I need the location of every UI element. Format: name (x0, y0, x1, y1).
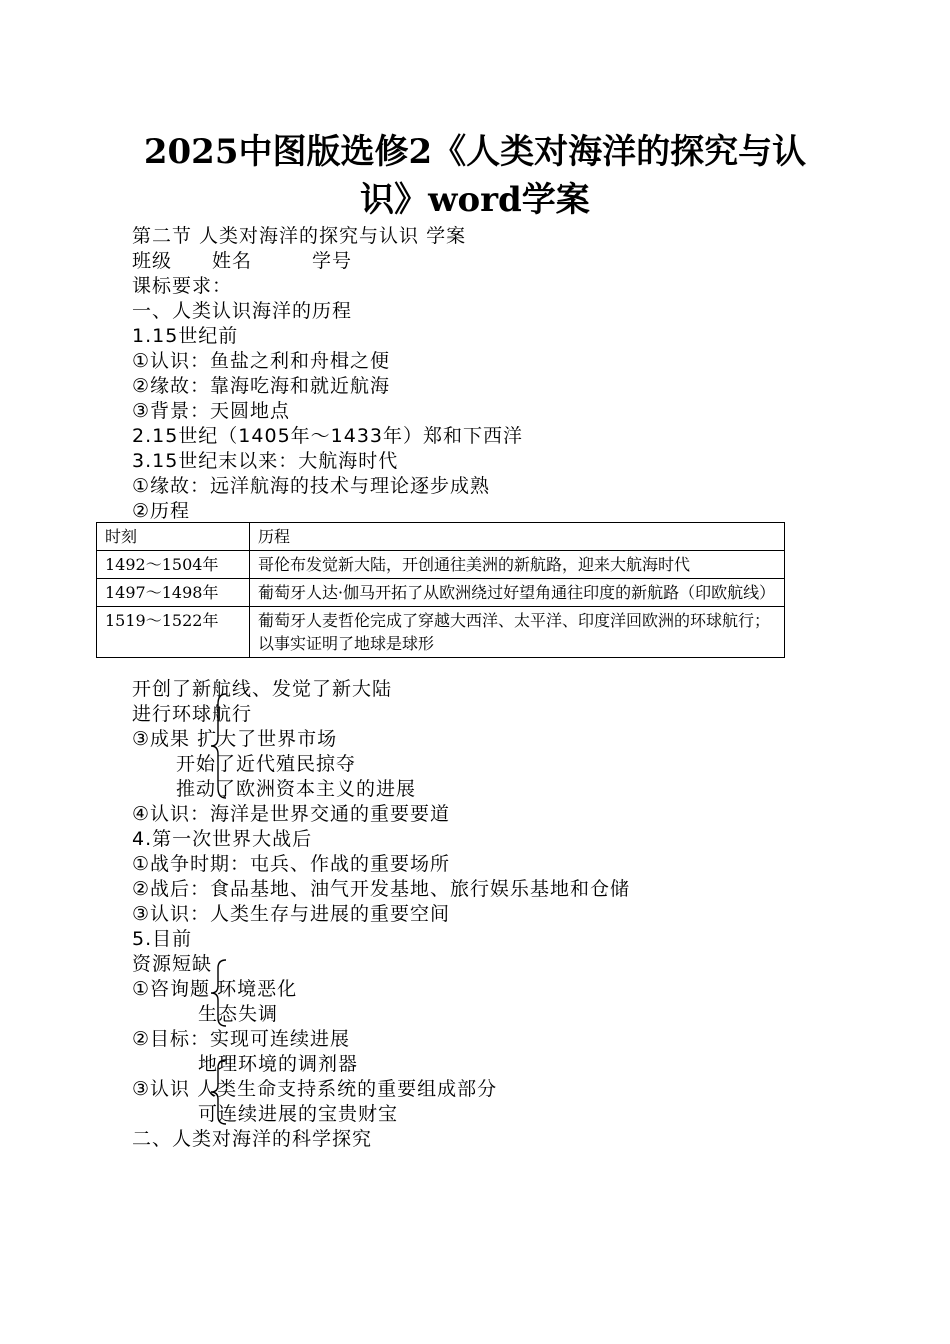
history-table (96, 522, 785, 658)
text-line: ②历程 (132, 500, 191, 522)
student-info-fields: 班级 姓名 学号 (132, 250, 353, 272)
text-line: 开创了新航线、发觉了新大陆 (132, 678, 393, 700)
text-line: ①咨询题 环境恶化 (132, 978, 298, 1000)
part-two-heading: 二、人类对海洋的科学探究 (132, 1128, 373, 1150)
text-line: 地理环境的调剂器 (198, 1053, 359, 1075)
text-line: ②战后：食品基地、油气开发基地、旅行娱乐基地和仓储 (132, 878, 631, 900)
table-header-cell: 历程 (250, 523, 785, 551)
table-cell-time: 1497～1498年 (97, 579, 250, 607)
text-line: ③认识：人类生存与进展的重要空间 (132, 903, 451, 925)
curriculum-requirement: 课标要求： (132, 275, 233, 297)
title-line-2: 识》word学案 (360, 180, 590, 220)
table-header-row (97, 523, 785, 551)
table-cell-event: 葡萄牙人麦哲伦完成了穿越大西洋、太平洋、印度洋回欧洲的环球航行；以事实证明了地球是球形 (250, 607, 785, 658)
document-title (95, 128, 855, 224)
text-line: 5.目前 (132, 928, 193, 950)
text-line: 3.15世纪末以来：大航海时代 (132, 450, 399, 472)
table-cell-time: 1519～1522年 (97, 607, 250, 658)
section-heading: 第二节 人类对海洋的探究与认识 学案 (132, 225, 467, 247)
text-line: ①战争时期：屯兵、作战的重要场所 (132, 853, 451, 875)
title-line-1: 2025中图版选修2《人类对海洋的探究与认 (143, 132, 807, 172)
text-line: ②目标：实现可连续进展 (132, 1028, 351, 1050)
brace-icon (206, 958, 228, 1028)
text-line: 生态失调 (198, 1003, 279, 1025)
table-cell-event: 哥伦布发觉新大陆，开创通往美洲的新航路，迎来大航海时代 (250, 551, 785, 579)
text-line: 1.15世纪前 (132, 325, 239, 347)
text-line: 2.15世纪（1405年～1433年）郑和下西洋 (132, 425, 524, 447)
text-line: 开始了近代殖民掠夺 (176, 753, 357, 775)
table-row (97, 551, 785, 579)
text-line: ③背景：天圆地点 (132, 400, 291, 422)
text-line: ①缘故：远洋航海的技术与理论逐步成熟 (132, 475, 491, 497)
table-cell-event: 葡萄牙人达·伽马开拓了从欧洲绕过好望角通往印度的新航路（印欧航线） (250, 579, 785, 607)
text-line: 4.第一次世界大战后 (132, 828, 313, 850)
text-line: 进行环球航行 (132, 703, 253, 725)
part-one-heading: 一、人类认识海洋的历程 (132, 300, 353, 322)
text-line: ④认识：海洋是世界交通的重要要道 (132, 803, 451, 825)
text-line: 可连续进展的宝贵财宝 (198, 1103, 399, 1125)
text-line: 资源短缺 (132, 953, 213, 975)
table-cell-time: 1492～1504年 (97, 551, 250, 579)
text-line: ③成果 扩大了世界市场 (132, 728, 338, 750)
text-line: ②缘故：靠海吃海和就近航海 (132, 375, 391, 397)
table-row (97, 579, 785, 607)
table-row (97, 607, 785, 658)
table-header-cell: 时刻 (97, 523, 250, 551)
brace-icon (206, 1058, 228, 1126)
text-line: ①认识：鱼盐之利和舟楫之便 (132, 350, 391, 372)
brace-icon (206, 692, 228, 800)
text-line: ③认识 人类生命支持系统的重要组成部分 (132, 1078, 498, 1100)
text-line: 推动了欧洲资本主义的进展 (176, 778, 417, 800)
